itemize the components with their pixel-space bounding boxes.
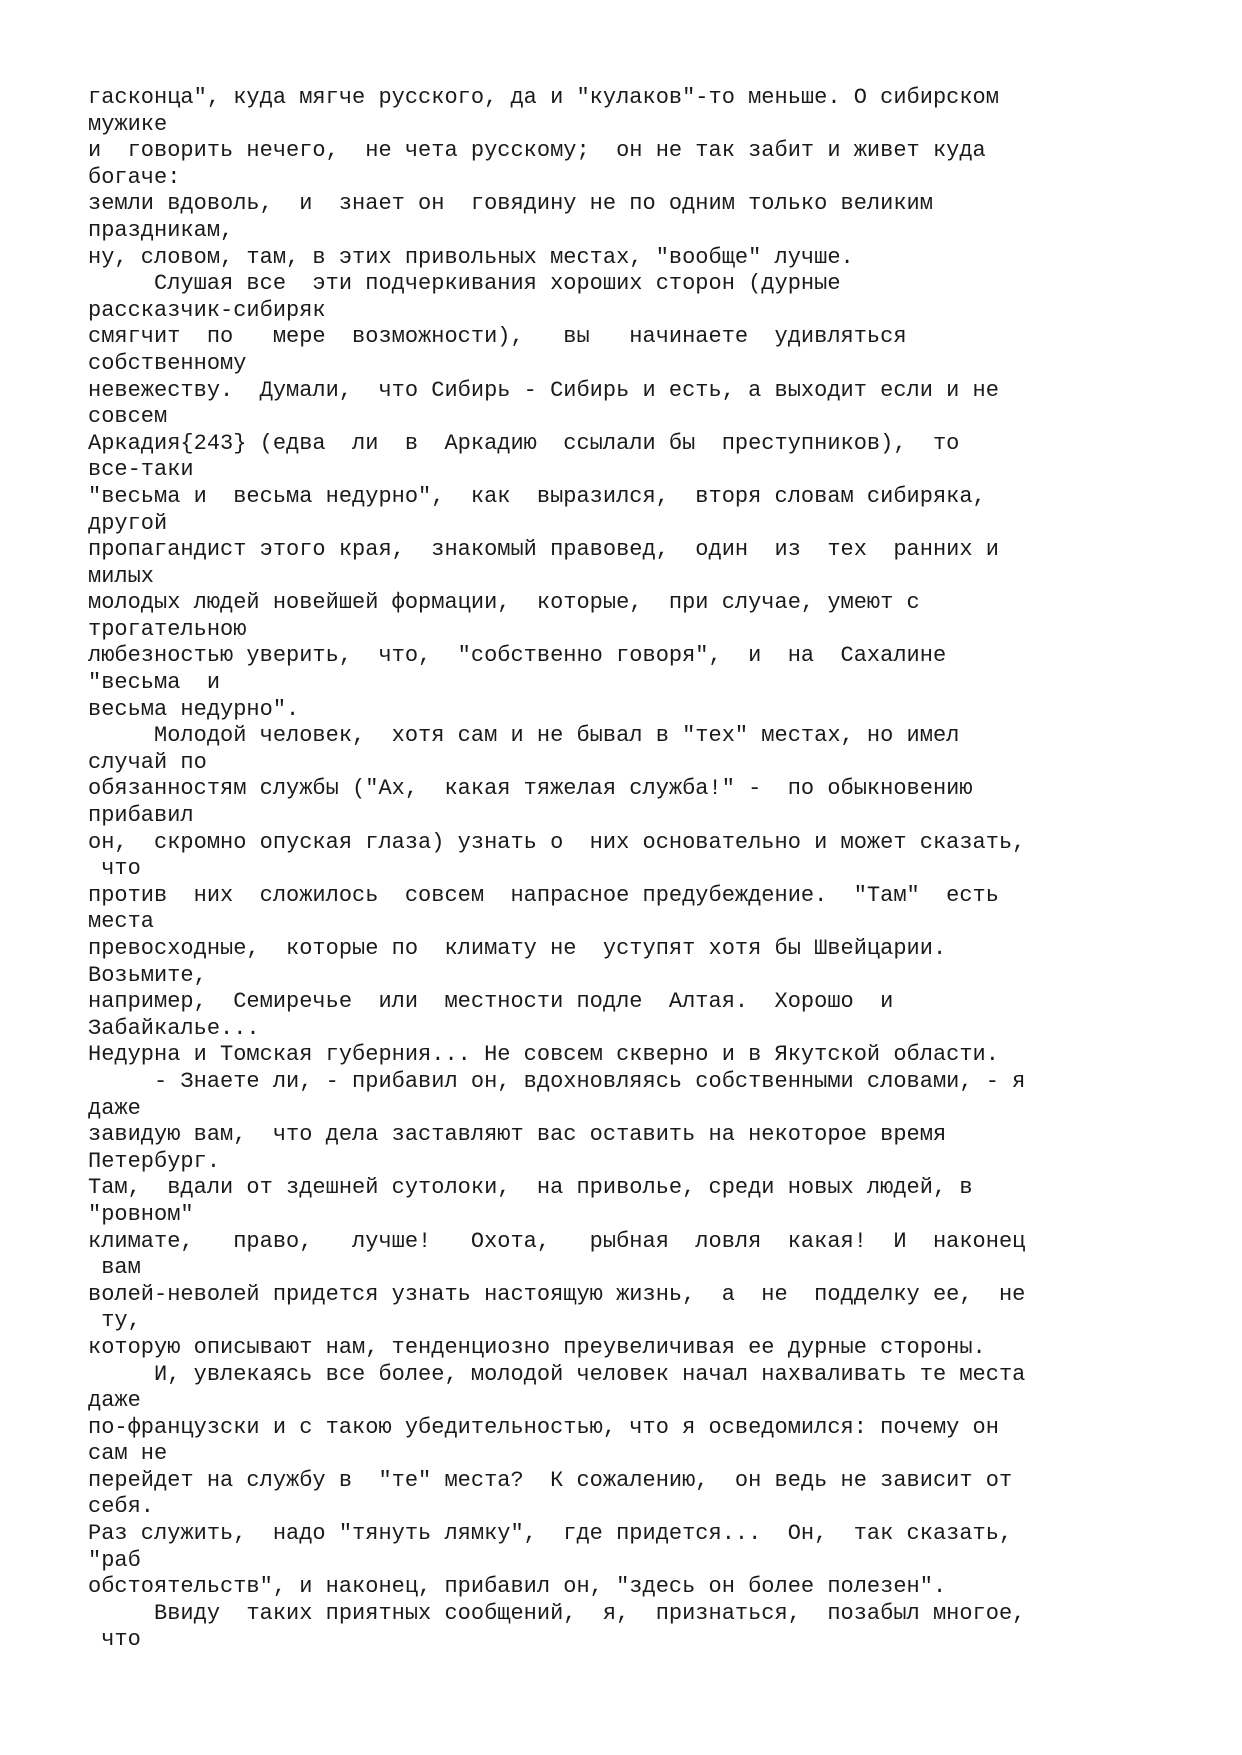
- text-line: "ровном": [88, 1201, 194, 1227]
- text-line: Слушая все эти подчеркивания хороших сторон (дурные: [88, 271, 841, 297]
- text-line: гасконца", куда мягче русского, да и "кулаков"-то меньше. О сибирском: [88, 85, 999, 110]
- text-line: "весьма и: [88, 670, 221, 696]
- text-line: совсем: [88, 404, 168, 430]
- text-line: "весьма и весьма недурно", как выразился, вторя словам сибиряка,: [88, 483, 986, 509]
- text-line: молодых людей новейшей формации, которые, при случае, умеют с: [88, 590, 920, 616]
- text-line: превосходные, которые по климату не уступят хотя бы Швейцарии.: [88, 936, 947, 961]
- text-line: прибавил: [88, 803, 194, 829]
- text-line: праздникам,: [88, 217, 234, 243]
- text-line: Там, вдали от здешней сутолоки, на приволье, среди новых людей, в: [88, 1175, 973, 1201]
- text-line: случай по: [88, 749, 207, 775]
- text-line: земли вдоволь, и знает он говядину не по одним только великим: [88, 191, 933, 217]
- text-line: ну, словом, там, в этих привольных местах, "вообще" лучше.: [88, 244, 854, 270]
- text-line: Петербург.: [88, 1148, 221, 1174]
- text-line: рассказчик-сибиряк: [88, 297, 326, 323]
- text-line: другой: [88, 510, 168, 536]
- text-line: милых: [88, 563, 155, 589]
- text-line: все-таки: [88, 457, 194, 483]
- text-line: Забайкалье...: [88, 1015, 260, 1041]
- text-line: Аркадия{243} (едва ли в Аркадию ссылали бы преступников), то: [88, 430, 960, 456]
- text-line: Недурна и Томская губерния... Не совсем скверно и в Якутской области.: [88, 1042, 999, 1068]
- text-line: климате, право, лучше! Охота, рыбная ловля какая! И наконец: [88, 1228, 1026, 1254]
- text-line: которую описывают нам, тенденциозно преувеличивая ее дурные стороны.: [88, 1334, 986, 1360]
- text-line: перейдет на службу в "те" места? К сожалению, он ведь не зависит от: [88, 1467, 1013, 1493]
- text-line: И, увлекаясь все более, молодой человек начал нахваливать те места: [88, 1361, 1026, 1387]
- text-line: что: [88, 856, 141, 882]
- text-line: "раб: [88, 1547, 141, 1573]
- text-line: места: [88, 909, 155, 935]
- text-line: мужике: [88, 111, 168, 137]
- text-line: Ввиду таких приятных сообщений, я, признаться, позабыл многое,: [88, 1600, 1026, 1626]
- text-line: например, Семиречье или местности подле Алтая. Хорошо и: [88, 989, 894, 1015]
- text-line: что: [88, 1627, 141, 1653]
- text-line: даже: [88, 1388, 141, 1414]
- text-line: богаче:: [88, 164, 181, 190]
- text-line: против них сложилось совсем напрасное предубеждение. "Там" есть: [88, 882, 999, 908]
- text-line: Возьмите,: [88, 962, 207, 988]
- text-line: весьма недурно".: [88, 696, 300, 722]
- text-line: и говорить нечего, не чета русскому; он не так забит и живет куда: [88, 138, 986, 164]
- text-line: смягчит по мере возможности), вы начинаете удивляться: [88, 324, 907, 350]
- text-line: вам: [88, 1255, 141, 1281]
- text-line: Раз служить, надо "тянуть лямку", где придется... Он, так сказать,: [88, 1521, 1013, 1547]
- text-line: невежеству. Думали, что Сибирь - Сибирь и есть, а выходит если и не: [88, 377, 999, 403]
- text-line: обстоятельств", и наконец, прибавил он, "здесь он более полезен".: [88, 1574, 947, 1600]
- text-line: даже: [88, 1095, 141, 1121]
- text-line: собственному: [88, 350, 247, 376]
- text-line: трогательною: [88, 616, 247, 642]
- text-line: любезностью уверить, что, "собственно говоря", и на Сахалине: [88, 643, 947, 669]
- text-line: пропагандист этого края, знакомый правовед, один из тех ранних и: [88, 537, 999, 563]
- text-line: сам не: [88, 1441, 168, 1467]
- document-body-text: [88, 85, 1025, 1654]
- text-line: - Знаете ли, - прибавил он, вдохновляясь собственными словами, - я: [88, 1068, 1026, 1094]
- text-line: ту,: [88, 1308, 141, 1334]
- text-line: волей-неволей придется узнать настоящую жизнь, а не подделку ее, не: [88, 1281, 1026, 1307]
- text-line: Молодой человек, хотя сам и не бывал в "тех" местах, но имел: [88, 723, 960, 749]
- text-line: по-французски и с такою убедительностью, что я осведомился: почему он: [88, 1414, 999, 1440]
- text-line: завидую вам, что дела заставляют вас оставить на некоторое время: [88, 1122, 947, 1148]
- text-line: себя.: [88, 1494, 155, 1520]
- text-line: он, скромно опуская глаза) узнать о них основательно и может сказать,: [88, 829, 1026, 855]
- text-line: обязанностям службы ("Ах, какая тяжелая служба!" - по обыкновению: [88, 776, 973, 802]
